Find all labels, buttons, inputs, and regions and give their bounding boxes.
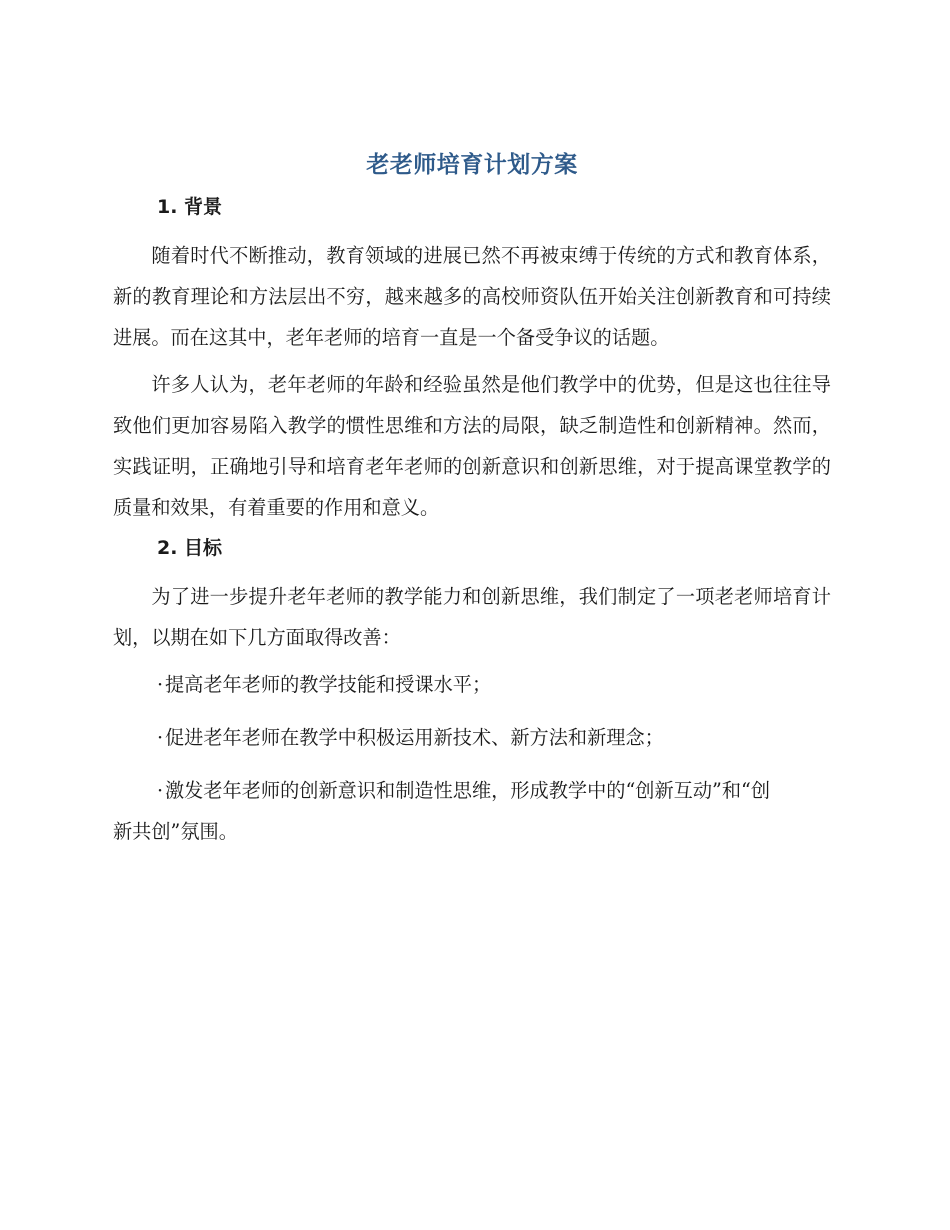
document-page xyxy=(113,146,831,864)
document-title: 老老师培育计划方案 xyxy=(366,152,578,178)
goal-bullet-text: 激发老年老师的创新意识和制造性思维，形成教学中的“创新互动”和“创新共创”氛围。 xyxy=(113,779,771,843)
goal-bullet-item xyxy=(113,664,831,705)
section-heading-background: 1. 背景 xyxy=(157,196,223,218)
goals-intro-paragraph: 为了进一步提升老年老师的教学能力和创新思维，我们制定了一项老老师培育计划，以期在如下几方面取得改善： xyxy=(113,585,831,649)
background-paragraph-2: 许多人认为，老年老师的年龄和经验虽然是他们教学中的优势，但是这也往往导致他们更加容易陷入教学的惯性思维和方法的局限，缺乏制造性和创新精神。然而，实践证明，正确地引导和培育老年老师的创新意识和创新思维，对于提高课堂教学的质量和效果，有着重要的作用和意义。 xyxy=(113,373,831,519)
bullet-marker: · xyxy=(157,779,164,802)
goal-bullet-text: 促进老年老师在教学中积极运用新技术、新方法和新理念； xyxy=(165,726,664,749)
bullet-marker: · xyxy=(157,673,164,696)
goal-bullet-item xyxy=(113,770,831,852)
goal-bullet-text: 提高老年老师的教学技能和授课水平； xyxy=(165,673,492,696)
bullet-marker: · xyxy=(157,726,164,749)
section-heading-goals: 2. 目标 xyxy=(157,537,223,559)
background-paragraph-1: 随着时代不断推动，教育领域的进展已然不再被束缚于传统的方式和教育体系，新的教育理论和方法层出不穷，越来越多的高校师资队伍开始关注创新教育和可持续进展。而在这其中，老年老师的培育一直是一个备受争议的话题。 xyxy=(113,244,831,349)
goal-bullet-item xyxy=(113,717,831,758)
